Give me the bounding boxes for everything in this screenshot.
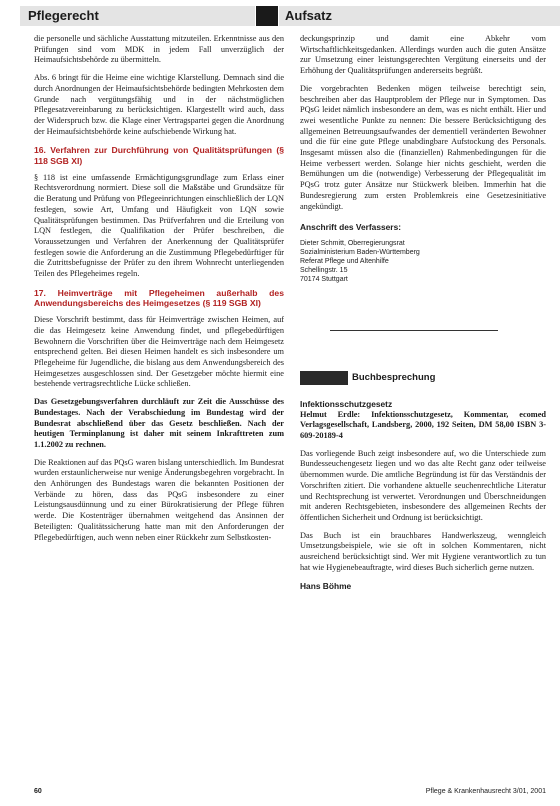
paragraph: deckungsprinzip und damit eine Abkehr vom Wirtschaftlichkeitsgedanken. Allerdings wurden auch die guten Ansätze zur Umsetzung einer leistungsgerechten Vergütung einerseits und der Erhöhung der Qualitätsprüfungen andererseits begrüßt. [300,34,546,76]
paragraph: Die vorgebrachten Bedenken mögen teilweise berechtigt sein, beschreiben aber das Hauptproblem der Pflege nur in Symptomen. Das PQsG leidet nämlich insbesondere an dem, was es nicht enthält. Hier und zwei wesentliche Punkte zu nennen: Die bessere Berücksichtigung des allgemeinen Betreuungsaufwandes der dementiell veränderten Bewohner und die für eine gute Pflege unabdingbare Aufstockung des Personals. Insgesamt müssen also die (finanziellen) Rahmenbedingungen für die Heime verbessert werden. Solange hier nichts geschieht, werden die Bemühungen um die (notwendige) Verbesserung der Pflegequalität im PQsG trotz guter Ansätze nur Stückwerk bleiben. Immerhin hat die Bundesregierung zum ersten Problemkreis eine Gesetzesinitiative angekündigt. [300,83,546,211]
review-citation: Helmut Erdle: Infektionsschutzgesetz, Kommentar, ecomed Verlagsgesellschaft, Landsberg, 2000, 192 Seiten, DM 58,00 ISBN 3-609-20189-4 [300,409,546,441]
section-heading-17: 17. Heimverträge mit Pflegeheimen außerhalb des Anwendungsbereichs des Heimgesetzes (§ 119 SGB XI) [34,287,284,309]
book-review-section-bar [300,371,546,385]
address-line: Sozialministerium Baden-Württemberg [300,248,420,256]
section-title-right: Aufsatz [279,6,560,26]
right-column [300,34,546,591]
page-footer [34,788,546,802]
address-line: Dieter Schmitt, Oberregierungsrat [300,239,405,247]
book-review-label: Buchbesprechung [352,371,436,383]
paragraph: die personelle und sächliche Ausstattung mitzuteilen. Erkenntnisse aus den Prüfungen sind vom MDK in jedem Fall unverzüglich der Heimaufsichtsbehörde zu übermitteln. [34,34,284,65]
left-column [34,34,284,550]
paragraph: Diese Vorschrift bestimmt, dass für Heimverträge zwischen Heimen, auf die das Heimgesetz keine Anwendung findet, und pflegebedürftigen Bewohnern die Vorschriften über die Heimverträge nach dem Heimgesetz entsprechend gelten. Bei diesen Heimen handelt es sich insbesondere um Pflegeheime für Jugendliche, die bislang aus dem Anwendungsbereich des Heimgesetzes ausgeschlossen sind. Der Gesetzgeber möchte hiermit eine bestehende vertragsrechtliche Lücke schließen. [34,315,284,389]
address-line: Schellingstr. 15 [300,266,348,274]
address-line: 70174 Stuttgart [300,275,348,283]
header-divider-block [256,6,278,26]
paragraph: Das vorliegende Buch zeigt insbesondere auf, wo die Unterschiede zum Bundesseuchengesetz liegen und wo das alte Recht ganz oder teilweise übernommen wurde. Die amtliche Begründung ist für das Verständnis der Vorschriften zitiert. Die vorhandene aktuelle seuchenrechtliche Literatur und Rechtsprechung ist verwertet. Verordnungen und Überschneidungen mit anderen Rechtsgebieten, insbesondere des allgemeinen Rechts der öffentlichen Sicherheit und Ordnung ist berücksichtigt. [300,448,546,522]
address-line: Referat Pflege und Altenhilfe [300,257,389,265]
section-marker-block [300,371,348,385]
paragraph-bold: Das Gesetzgebungsverfahren durchläuft zur Zeit die Ausschüsse des Bundestages. Nach der Verabschiedung im Bundestag wird der Bundesrat abschließend über das Gesetz beschließen. Nach der heutigen Terminplanung ist daher mit seinem Inkrafttreten zum 1.1.2002 zu rechnen. [34,397,284,449]
reviewer-signature: Hans Böhme [300,580,352,591]
paragraph: Die Reaktionen auf das PQsG waren bislang unterschiedlich. Im Bundesrat wurden erstaunlicherweise nur wenige Änderungsbegehren vorgebracht. In den Anhörungen des Bundestags waren die bekannten Positionen der Verbände zu hören, dass das PQsG insbesondere zu einer Leistungsausdünnung und zu einer Bürokratisierung der Pflege führen werde. Die Kostenträger übernahmen weitgehend das Ansinnen der Beteiligten: Qualitätssicherung hatte man mit den Anforderungen der Pflegebedürftigen, auch wenn neben einer Rückkehr zum Selbstkosten- [34,457,284,542]
section-title-left: Pflegerecht [20,6,255,26]
paragraph: § 118 ist eine umfassende Ermächtigungsgrundlage zum Erlass einer Rechtsverordnung normiert. Diese soll die Maßstäbe und Grundsätze für die Beratung und Prüfung von Pflegeeinrichtungen einschließlich der LQN festlegen, sowie Art, Umfang und Häufigkeit von LQN sowie Qualitätsprüfungen bestimmen. Das Prüfverfahren und die Erteilung von LQN festlegen, die Qualifikation der Prüfer beschreiben, die Voraussetzungen und Verfahren der Anerkennung der Qualitätsprüfer festlegen sowie die Anforderung an die Zustimmung Pflegebedürftiger für die Zutrittsbefugnisse der Prüfer zu den ihrem Wohnrecht unterliegenden Teilen des Pflegeheimes regeln. [34,172,284,279]
separator-line [330,330,498,331]
paragraph: Abs. 6 bringt für die Heime eine wichtige Klarstellung. Demnach sind die durch Anordnungen der Heimaufsichtsbehörde bedingten Mehrkosten dem Grunde nach vergütungsfähig und in der nächstmöglichen Pflegesatzvereinbarung zu berücksichtigen. Klargestellt wird auch, dass der Widerspruch bzw. die Klage einer Vertragspartei gegen die Anordnung der Heimaufsichtsbehörde keine aufschiebende Wirkung hat. [34,73,284,136]
publication-source: Pflege & Krankenhausrecht 3/01, 2001 [425,788,546,795]
paragraph: Das Buch ist ein brauchbares Handwerkszeug, wenngleich Umsetzungsbeispiele, wie sie oft in solchen Kommentaren, nicht ausreichend berücksichtigt sind. Wer mit Hygiene verantwortlich zu tun hat wie Hygienebeauftragte, wird dieses Buch sicherlich gerne nutzen. [300,530,546,572]
page-number: 60 [34,788,42,795]
section-heading-16: 16. Verfahren zur Durchführung von Qualitätsprüfungen (§ 118 SGB XI) [34,145,284,167]
author-address-title: Anschrift des Verfassers: [300,222,402,233]
page-header [20,6,560,28]
author-address-block [300,222,546,284]
review-title: Infektionsschutzgesetz [300,398,393,409]
